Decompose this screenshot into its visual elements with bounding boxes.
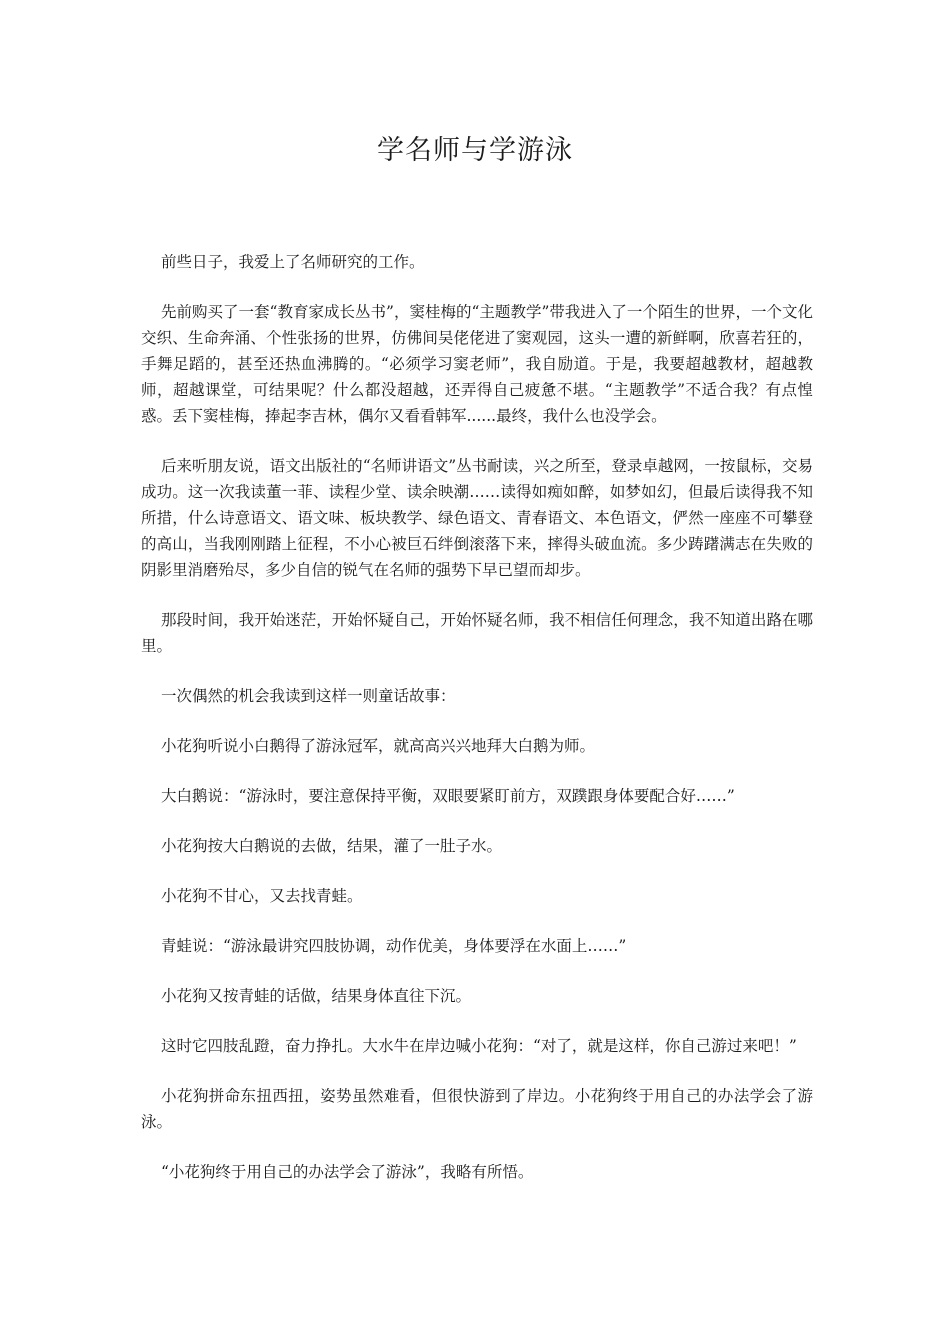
article-body [141, 249, 813, 1209]
paragraph-5: 一次偶然的机会我读到这样一则童话故事： [161, 687, 456, 705]
paragraph-12: 这时它四肢乱蹬，奋力挣扎。大水牛在岸边喊小花狗：“对了，就是这样，你自己游过来吧！” [161, 1037, 797, 1055]
paragraph-13: 小花狗拼命东扭西扭，姿势虽然难看，但很快游到了岸边。小花狗终于用自己的办法学会了游泳。 [141, 1087, 813, 1131]
paragraph-14: “小花狗终于用自己的办法学会了游泳”，我略有所悟。 [161, 1163, 534, 1181]
paragraph-6: 小花狗听说小白鹅得了游泳冠军，就高高兴兴地拜大白鹅为师。 [161, 737, 596, 755]
paragraph-1: 前些日子，我爱上了名师研究的工作。 [161, 253, 425, 271]
paragraph-8: 小花狗按大白鹅说的去做，结果，灌了一肚子水。 [161, 837, 503, 855]
paragraph-10: 青蛙说：“游泳最讲究四肢协调，动作优美，身体要浮在水面上……” [161, 937, 627, 955]
paragraph-2: 先前购买了一套“教育家成长丛书”，窦桂梅的“主题教学”带我进入了一个陌生的世界，一个文化交织、生命奔涌、个性张扬的世界，仿佛间吴佬佬进了窦观园，这头一遭的新鲜啊，欣喜若狂的，手舞足蹈的，甚至还热血沸腾的。“必须学习窦老师”，我自励道。于是，我要超越教材，超越教师，超越课堂，可结果呢？什么都没超越，还弄得自己疲惫不堪。“主题教学”不适合我？有点惶惑。丢下窦桂梅，捧起李吉林，偶尔又看看韩军......最终，我什么也没学会。 [141, 303, 813, 425]
paragraph-7: 大白鹅说：“游泳时，要注意保持平衡，双眼要紧盯前方，双蹼跟身体要配合好……” [161, 787, 735, 805]
paragraph-3: 后来听朋友说，语文出版社的“名师讲语文”丛书耐读，兴之所至，登录卓越网，一按鼠标，交易成功。这一次我读董一菲、读程少堂、读余映潮……读得如痴如醉，如梦如幻，但最后读得我不知所措，什么诗意语文、语文味、板块教学、绿色语文、青春语文、本色语文，俨然一座座不可攀登的高山，当我刚刚踏上征程，不小心被巨石绊倒滚落下来，摔得头破血流。多少踌躇满志在失败的阴影里消磨殆尽，多少自信的锐气在名师的强势下早已望而却步。 [141, 457, 813, 579]
page-title: 学名师与学游泳 [377, 135, 573, 166]
paragraph-4: 那段时间，我开始迷茫，开始怀疑自己，开始怀疑名师，我不相信任何理念，我不知道出路在哪里。 [141, 611, 813, 655]
paragraph-11: 小花狗又按青蛙的话做，结果身体直往下沉。 [161, 987, 472, 1005]
paragraph-9: 小花狗不甘心，又去找青蛙。 [161, 887, 363, 905]
